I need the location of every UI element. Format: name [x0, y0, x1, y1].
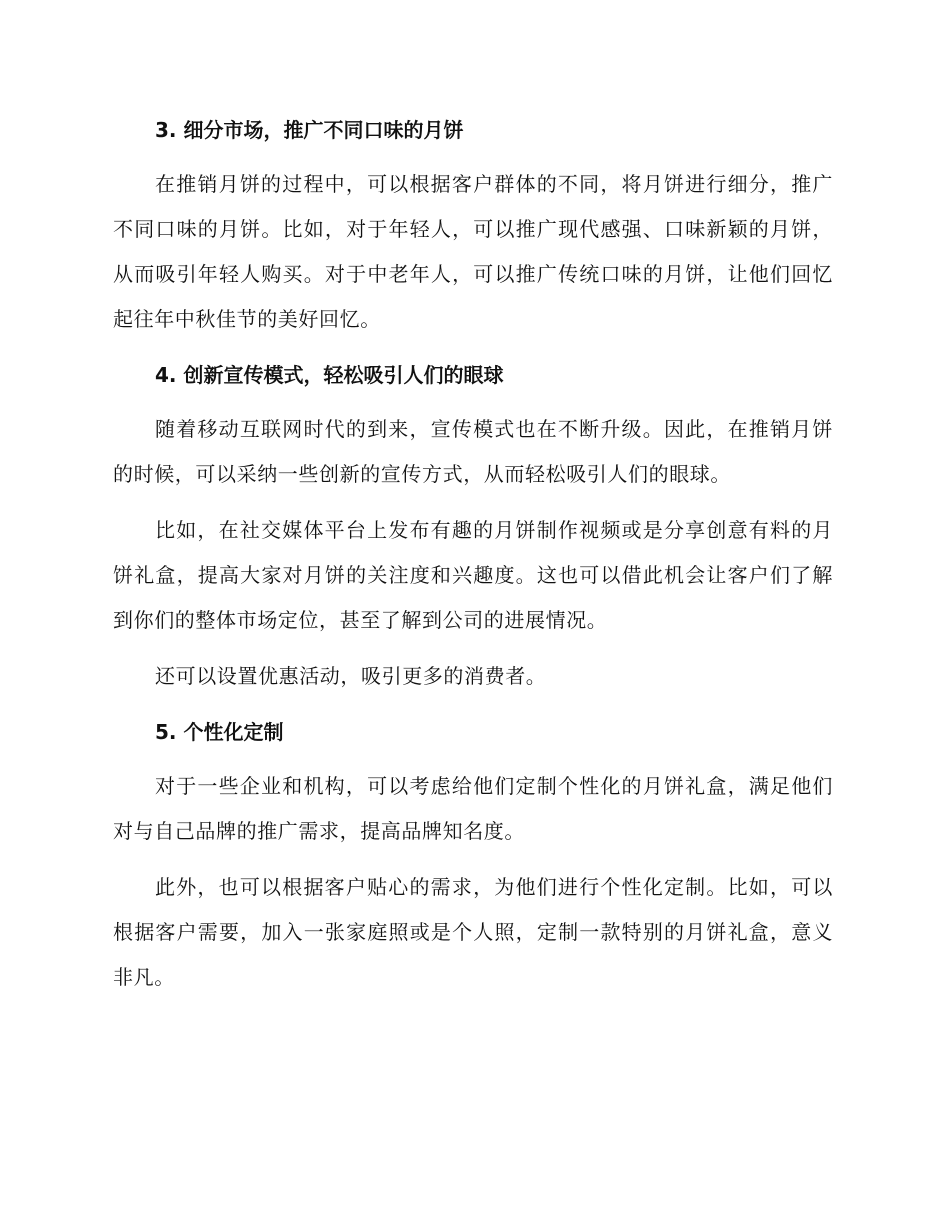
- section-heading-4: 4. 创新宣传模式，轻松吸引人们的眼球: [155, 363, 504, 387]
- section-4-paragraph-3: 还可以设置优惠活动，吸引更多的消费者。: [155, 664, 547, 688]
- section-heading-3: 3. 细分市场，推广不同口味的月饼: [155, 118, 464, 142]
- document-page: [113, 108, 833, 1011]
- section-4-paragraph-1: 随着移动互联网时代的到来，宣传模式也在不断升级。因此，在推销月饼的时候，可以采纳一些创新的宣传方式，从而轻松吸引人们的眼球。: [113, 417, 833, 486]
- section-4-paragraph-2: 比如，在社交媒体平台上发布有趣的月饼制作视频或是分享创意有料的月饼礼盒，提高大家对月饼的关注度和兴趣度。这也可以借此机会让客户们了解到你们的整体市场定位，甚至了解到公司的进展情况。: [113, 518, 833, 632]
- section-5-paragraph-1: 对于一些企业和机构，可以考虑给他们定制个性化的月饼礼盒，满足他们对与自己品牌的推广需求，提高品牌知名度。: [113, 774, 833, 843]
- section-3-paragraph-1: 在推销月饼的过程中，可以根据客户群体的不同，将月饼进行细分，推广不同口味的月饼。比如，对于年轻人，可以推广现代感强、口味新颖的月饼，从而吸引年轻人购买。对于中老年人，可以推广传统口味的月饼，让他们回忆起往年中秋佳节的美好回忆。: [113, 172, 833, 331]
- section-heading-5: 5. 个性化定制: [155, 720, 284, 744]
- section-5-paragraph-2: 此外，也可以根据客户贴心的需求，为他们进行个性化定制。比如，可以根据客户需要，加入一张家庭照或是个人照，定制一款特别的月饼礼盒，意义非凡。: [113, 875, 833, 989]
